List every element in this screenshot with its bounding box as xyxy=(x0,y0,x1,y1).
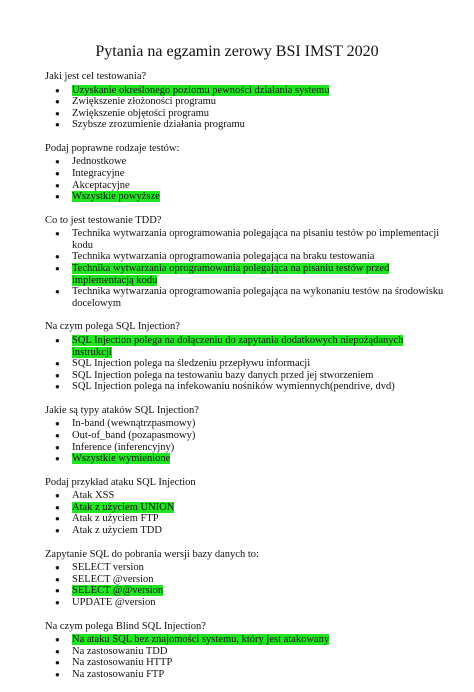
answer-text: Integracyjne xyxy=(72,167,125,179)
answer-item xyxy=(45,108,445,120)
answer-item xyxy=(45,574,445,586)
question-text: Podaj poprawne rodzaje testów: xyxy=(45,142,180,154)
answer-list xyxy=(45,562,445,608)
answer-item xyxy=(45,513,445,525)
question-block xyxy=(45,215,445,310)
answer-text: Jednostkowe xyxy=(72,156,127,168)
question-block xyxy=(45,143,445,203)
answer-item xyxy=(45,96,445,108)
answer-text: Akceptacyjne xyxy=(72,179,130,191)
question-text: Jakie są typy ataków SQL Injection? xyxy=(45,404,199,416)
answer-item-correct xyxy=(45,335,445,358)
answer-text: SQL Injection polega na testowaniu bazy danych przed jej stworzeniem xyxy=(72,369,374,381)
question-list xyxy=(45,71,445,692)
answer-text: Atak z użyciem UNION xyxy=(72,501,175,513)
answer-item xyxy=(45,228,445,251)
answer-item-correct xyxy=(45,191,445,203)
answer-text: In-band (wewnątrzpasmowy) xyxy=(72,418,196,430)
answer-text: Na zastosowaniu TDD xyxy=(72,645,168,657)
answer-list xyxy=(45,335,445,393)
answer-text: Atak z użyciem FTP xyxy=(72,513,159,525)
answer-text: Technika wytwarzania oprogramowania polegająca na pisaniu testów przed implementacją kodu xyxy=(72,263,390,286)
question-block xyxy=(45,549,445,609)
answer-item xyxy=(45,669,445,681)
answer-item-correct xyxy=(45,585,445,597)
answer-text: SQL Injection polega na dołączeniu do zapytania dodatkowych niepożądanych instrukcji xyxy=(72,334,404,358)
answer-item xyxy=(45,358,445,370)
answer-list xyxy=(45,85,445,131)
question-block xyxy=(45,477,445,537)
answer-text: Szybsze zrozumienie działania programu xyxy=(72,119,245,131)
question-text: Na czym polega Blind SQL Injection? xyxy=(45,620,206,632)
question-block xyxy=(45,621,445,681)
answer-list xyxy=(45,156,445,202)
answer-item xyxy=(45,168,445,180)
answer-item xyxy=(45,597,445,609)
answer-item xyxy=(45,418,445,430)
document-title: Pytania na egzamin zerowy BSI IMST 2020 xyxy=(95,43,379,60)
answer-text: SELECT @@version xyxy=(72,585,164,597)
answer-text: Technika wytwarzania oprogramowania polegająca na wykonaniu testów na środowisku docelowym xyxy=(72,286,444,309)
answer-text: UPDATE @version xyxy=(72,596,156,608)
answer-text: Wszystkie powyższe xyxy=(72,191,160,203)
question-block xyxy=(45,71,445,131)
answer-item xyxy=(45,370,445,382)
question-text: Podaj przykład ataku SQL Injection xyxy=(45,476,196,488)
answer-item xyxy=(45,562,445,574)
answer-text: SELECT @version xyxy=(72,573,154,585)
answer-text: Zwiększenie objętości programu xyxy=(72,107,210,119)
answer-text: Atak z użyciem TDD xyxy=(72,525,162,537)
answer-item-correct xyxy=(45,634,445,646)
answer-item xyxy=(45,119,445,131)
answer-item-correct xyxy=(45,263,445,286)
question-text: Co to jest testowanie TDD? xyxy=(45,214,162,226)
answer-text: SQL Injection polega na infekowaniu nośników wymiennych(pendrive, dvd) xyxy=(72,381,395,393)
answer-list xyxy=(45,418,445,464)
answer-item xyxy=(45,251,445,263)
answer-item-correct xyxy=(45,85,445,97)
answer-item-correct xyxy=(45,453,445,465)
answer-text: Technika wytwarzania oprogramowania polegająca na braku testowania xyxy=(72,251,375,263)
answer-item xyxy=(45,180,445,192)
answer-text: Atak XSS xyxy=(72,490,115,502)
answer-item xyxy=(45,156,445,168)
answer-text: Technika wytwarzania oprogramowania polegająca na pisaniu testów po implementacji kodu xyxy=(72,228,440,251)
answer-item xyxy=(45,657,445,669)
answer-text: Inference (inferencyjny) xyxy=(72,441,175,453)
question-text: Zapytanie SQL do pobrania wersji bazy danych to: xyxy=(45,548,259,560)
answer-list xyxy=(45,228,445,309)
answer-list xyxy=(45,490,445,536)
answer-text: Na zastosowaniu HTTP xyxy=(72,657,173,669)
answer-item-correct xyxy=(45,502,445,514)
answer-item xyxy=(45,490,445,502)
answer-text: Zwiększenie złożoności programu xyxy=(72,96,217,108)
answer-item xyxy=(45,442,445,454)
answer-list xyxy=(45,634,445,680)
answer-item xyxy=(45,430,445,442)
question-text: Na czym polega SQL Injection? xyxy=(45,321,180,333)
answer-item xyxy=(45,525,445,537)
answer-item xyxy=(45,286,445,309)
question-text: Jaki jest cel testowania? xyxy=(45,71,147,82)
answer-text: SELECT version xyxy=(72,562,144,574)
answer-text: Uzyskanie określonego poziomu pewności działania systemu xyxy=(72,84,330,96)
answer-text: Na ataku SQL bez znajomości systemu, który jest atakowany xyxy=(72,634,330,645)
answer-text: Out-of_band (pozapasmowy) xyxy=(72,429,196,441)
answer-text: Wszystkie wymienione xyxy=(72,453,171,465)
answer-text: SQL Injection polega na śledzeniu przepływu informacji xyxy=(72,358,311,370)
answer-item xyxy=(45,646,445,658)
question-block xyxy=(45,321,445,392)
answer-text: Na zastosowaniu FTP xyxy=(72,668,165,680)
question-block xyxy=(45,405,445,465)
answer-item xyxy=(45,381,445,393)
